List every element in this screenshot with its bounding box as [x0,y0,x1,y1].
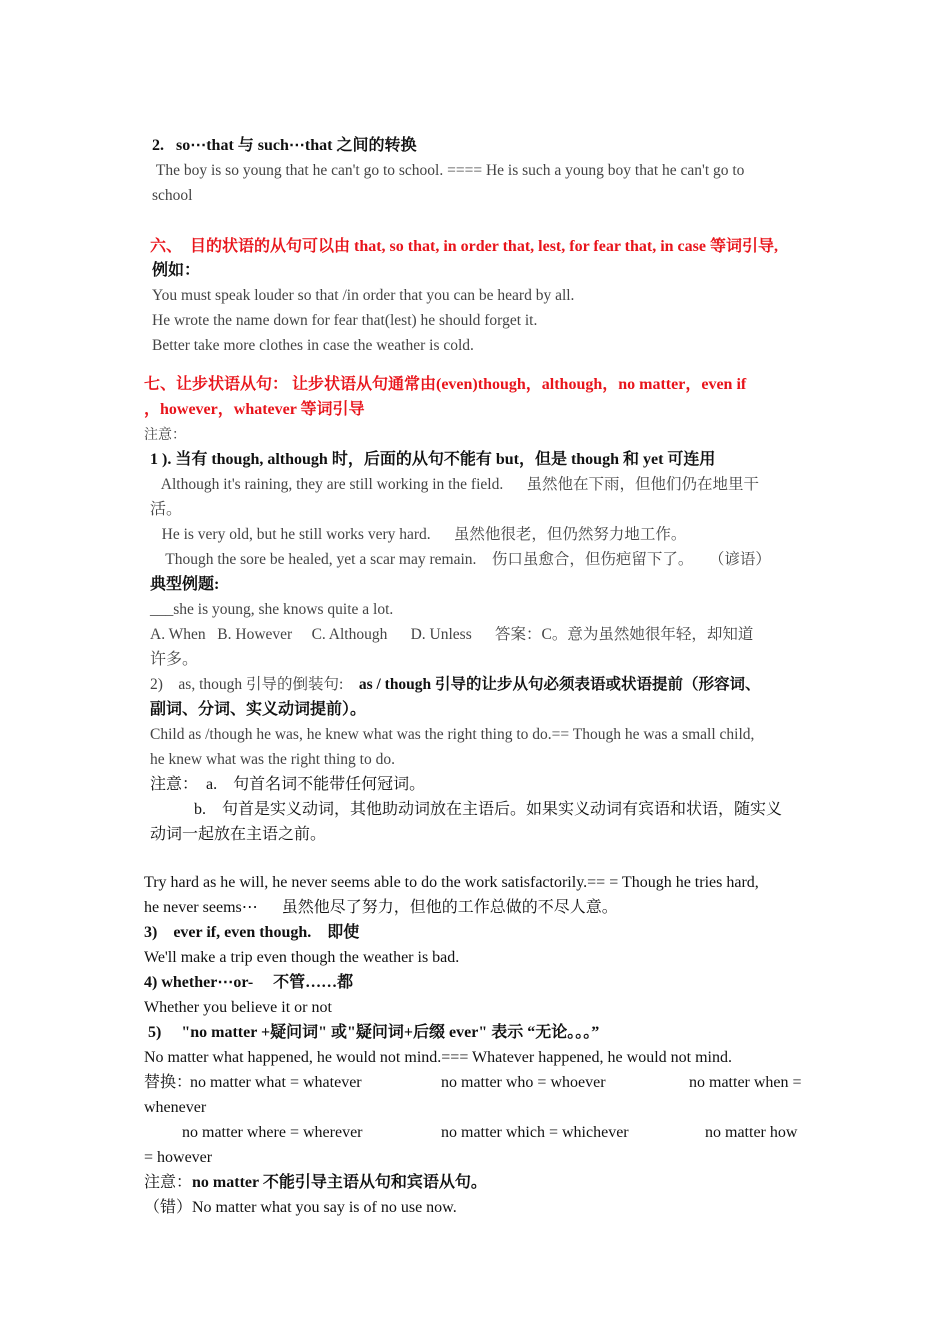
rule-prefix: 2) as, though 引导的倒装句: [150,676,359,693]
example-line: Try hard as he will, he never seems able to do the work satisfactorily.== = Though he tries hard, [144,874,759,891]
substitution-item-cont: whenever [144,1099,207,1116]
substitution-item: no matter when = [689,1074,802,1091]
note-text: no matter 不能引导主语从句和宾语从句。 [192,1174,487,1191]
note-line [144,1172,487,1194]
typical-heading: 典型例题: [150,576,220,593]
substitution-item: no matter which = whichever [441,1124,629,1141]
section-heading: 2. so⋯that 与 such⋯that 之间的转换 [152,137,417,154]
example-line: Child as /though he was, he knew what was the right thing to do.== Though he was a small child, [150,726,755,743]
example-line: Though the sore be healed, yet a scar may remain. 伤口虽愈合，但伤疤留下了。 （谚语） [150,551,771,568]
rule-line-cont: 副词、分词、实义动词提前）。 [150,701,367,718]
section-heading-cont: ，however，whatever 等词引导 [144,401,365,418]
section-heading: 七、让步状语从句： 让步状语从句通常由(even)though，although，no matter，even if [144,376,747,393]
example-line: No matter what happened, he would not mind.=== Whatever happened, he would not mind. [144,1049,732,1066]
example-line: You must speak louder so that /in order that you can be heard by all. [152,287,575,304]
example-line: The boy is so young that he can't go to school. ==== He is such a young boy that he can't go to [152,162,745,179]
note-line-cont: 动词一起放在主语之前。 [150,826,327,843]
example-line: he never seems⋯ 虽然他尽了努力，但他的工作总做的不尽人意。 [144,899,618,916]
wrong-example: （错）No matter what you say is of no use now. [144,1199,457,1216]
note-line: 注意： a. 句首名词不能带任何冠词。 [150,776,426,793]
example-line: He wrote the name down for fear that(lest) he should forget it. [152,312,538,329]
options-line: A. When B. However C. Although D. Unless 答案：C。意为虽然她很年轻，却知道 [150,626,754,643]
substitution-item: no matter how [705,1124,798,1141]
rule-line: 4) whether⋯or- 不管……都 [144,974,354,991]
substitution-item: no matter who = whoever [441,1074,606,1091]
note-label: 注意： [144,427,186,443]
rule-line: 3) ever if, even though. 即使 [144,924,360,941]
blank: ___ [150,601,174,618]
rule-bold: as / though 引导的让步从句必须表语或状语提前（形容词、 [358,676,761,693]
note-label: 注意： [144,1174,193,1191]
question-text: she is young, she knows quite a lot. [173,601,394,618]
example-line: Although it's raining, they are still working in the field. 虽然他在下雨，但他们仍在地里干 [150,476,759,493]
rule-line: 5) "no matter +疑问词" 或"疑问词+后缀 ever" 表示 “无论。。。” [144,1024,600,1041]
question-line [150,599,393,621]
example-line: We'll make a trip even though the weather is bad. [144,949,460,966]
options-line-cont: 许多。 [150,651,199,668]
example-line: He is very old, but he still works very hard. 虽然他很老，但仍然努力地工作。 [150,526,687,543]
substitution-item: no matter where = wherever [182,1124,363,1141]
substitution-item: no matter what = whatever [190,1074,362,1091]
example-line: he knew what was the right thing to do. [150,751,395,768]
rule-line: 1 ). 当有 though, although 时，后面的从句不能有 but，但是 though 和 yet 可连用 [150,451,716,468]
substitution-item-cont: = however [144,1149,213,1166]
example-line: 活。 [150,501,183,518]
substitution-label: 替换： [144,1074,193,1091]
rule-line [150,674,761,696]
note-line: b. 句首是实义动词，其他助动词放在主语后。如果实义动词有宾语和状语，随实义 [150,801,783,818]
lead-text: 例如： [152,262,201,279]
example-line: school [152,187,193,204]
section-heading: 六、 目的状语的从句可以由 that, so that, in order that, lest, for fear that, in case 等词引导, [150,238,778,255]
example-line: Whether you believe it or not [144,999,332,1016]
example-line: Better take more clothes in case the weather is cold. [152,337,474,354]
